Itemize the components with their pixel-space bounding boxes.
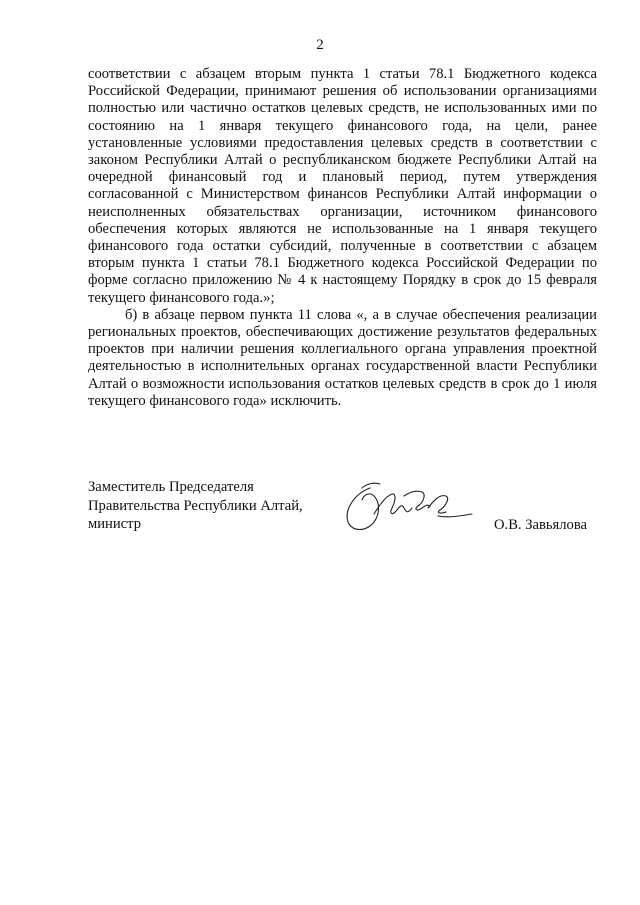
document-body: [88, 66, 597, 410]
signatory-position-line: Заместитель Председателя: [88, 479, 254, 495]
handwritten-signature: [340, 474, 480, 538]
signature-block: [88, 478, 608, 558]
signatory-position: [88, 478, 348, 534]
page-number: 2: [316, 37, 324, 53]
signatory-name: О.В. Завьялова: [494, 517, 588, 533]
body-paragraph-subitem-b: б) в абзаце первом пункта 11 слова «, а в случае обеспечения реализации региональных проектов, обеспечивающих достижение результатов федеральных проектов при наличии решения коллегиального органа управления проектной деятельностью в исполнительных органах государственной власти Республики Алтай о возможности использования остатков целевых средств в срок до 1 июля текущего финансового года» исключить.: [88, 306, 597, 409]
signatory-position-line: Правительства Республики Алтай,: [88, 497, 303, 514]
signatory-position-line: министр: [88, 516, 141, 532]
body-paragraph-continuation: соответствии с абзацем вторым пункта 1 статьи 78.1 Бюджетного кодекса Российской Федерации, принимают решения об использовании организациями полностью или частично остатков целевых средств, не использованных ими по состоянию на 1 января текущего финансового года, на цели, ранее установленные условиями предоставления целевых средств в соответствии с законом Республики Алтай о республиканском бюджете Республики Алтай на очередной финансовый год и плановый период, путем утверждения согласованной с Министерством финансов Республики Алтай информации о неисполненных обязательствах организации, источником финансового обеспечения которых являются не использованные на 1 января текущего финансового года остатки субсидий, полученные в соответствии с абзацем вторым пункта 1 статьи 78.1 Бюджетного кодекса Российской Федерации по форме согласно приложению № 4 к настоящему Порядку в срок до 15 февраля текущего финансового года.»;: [88, 66, 597, 306]
